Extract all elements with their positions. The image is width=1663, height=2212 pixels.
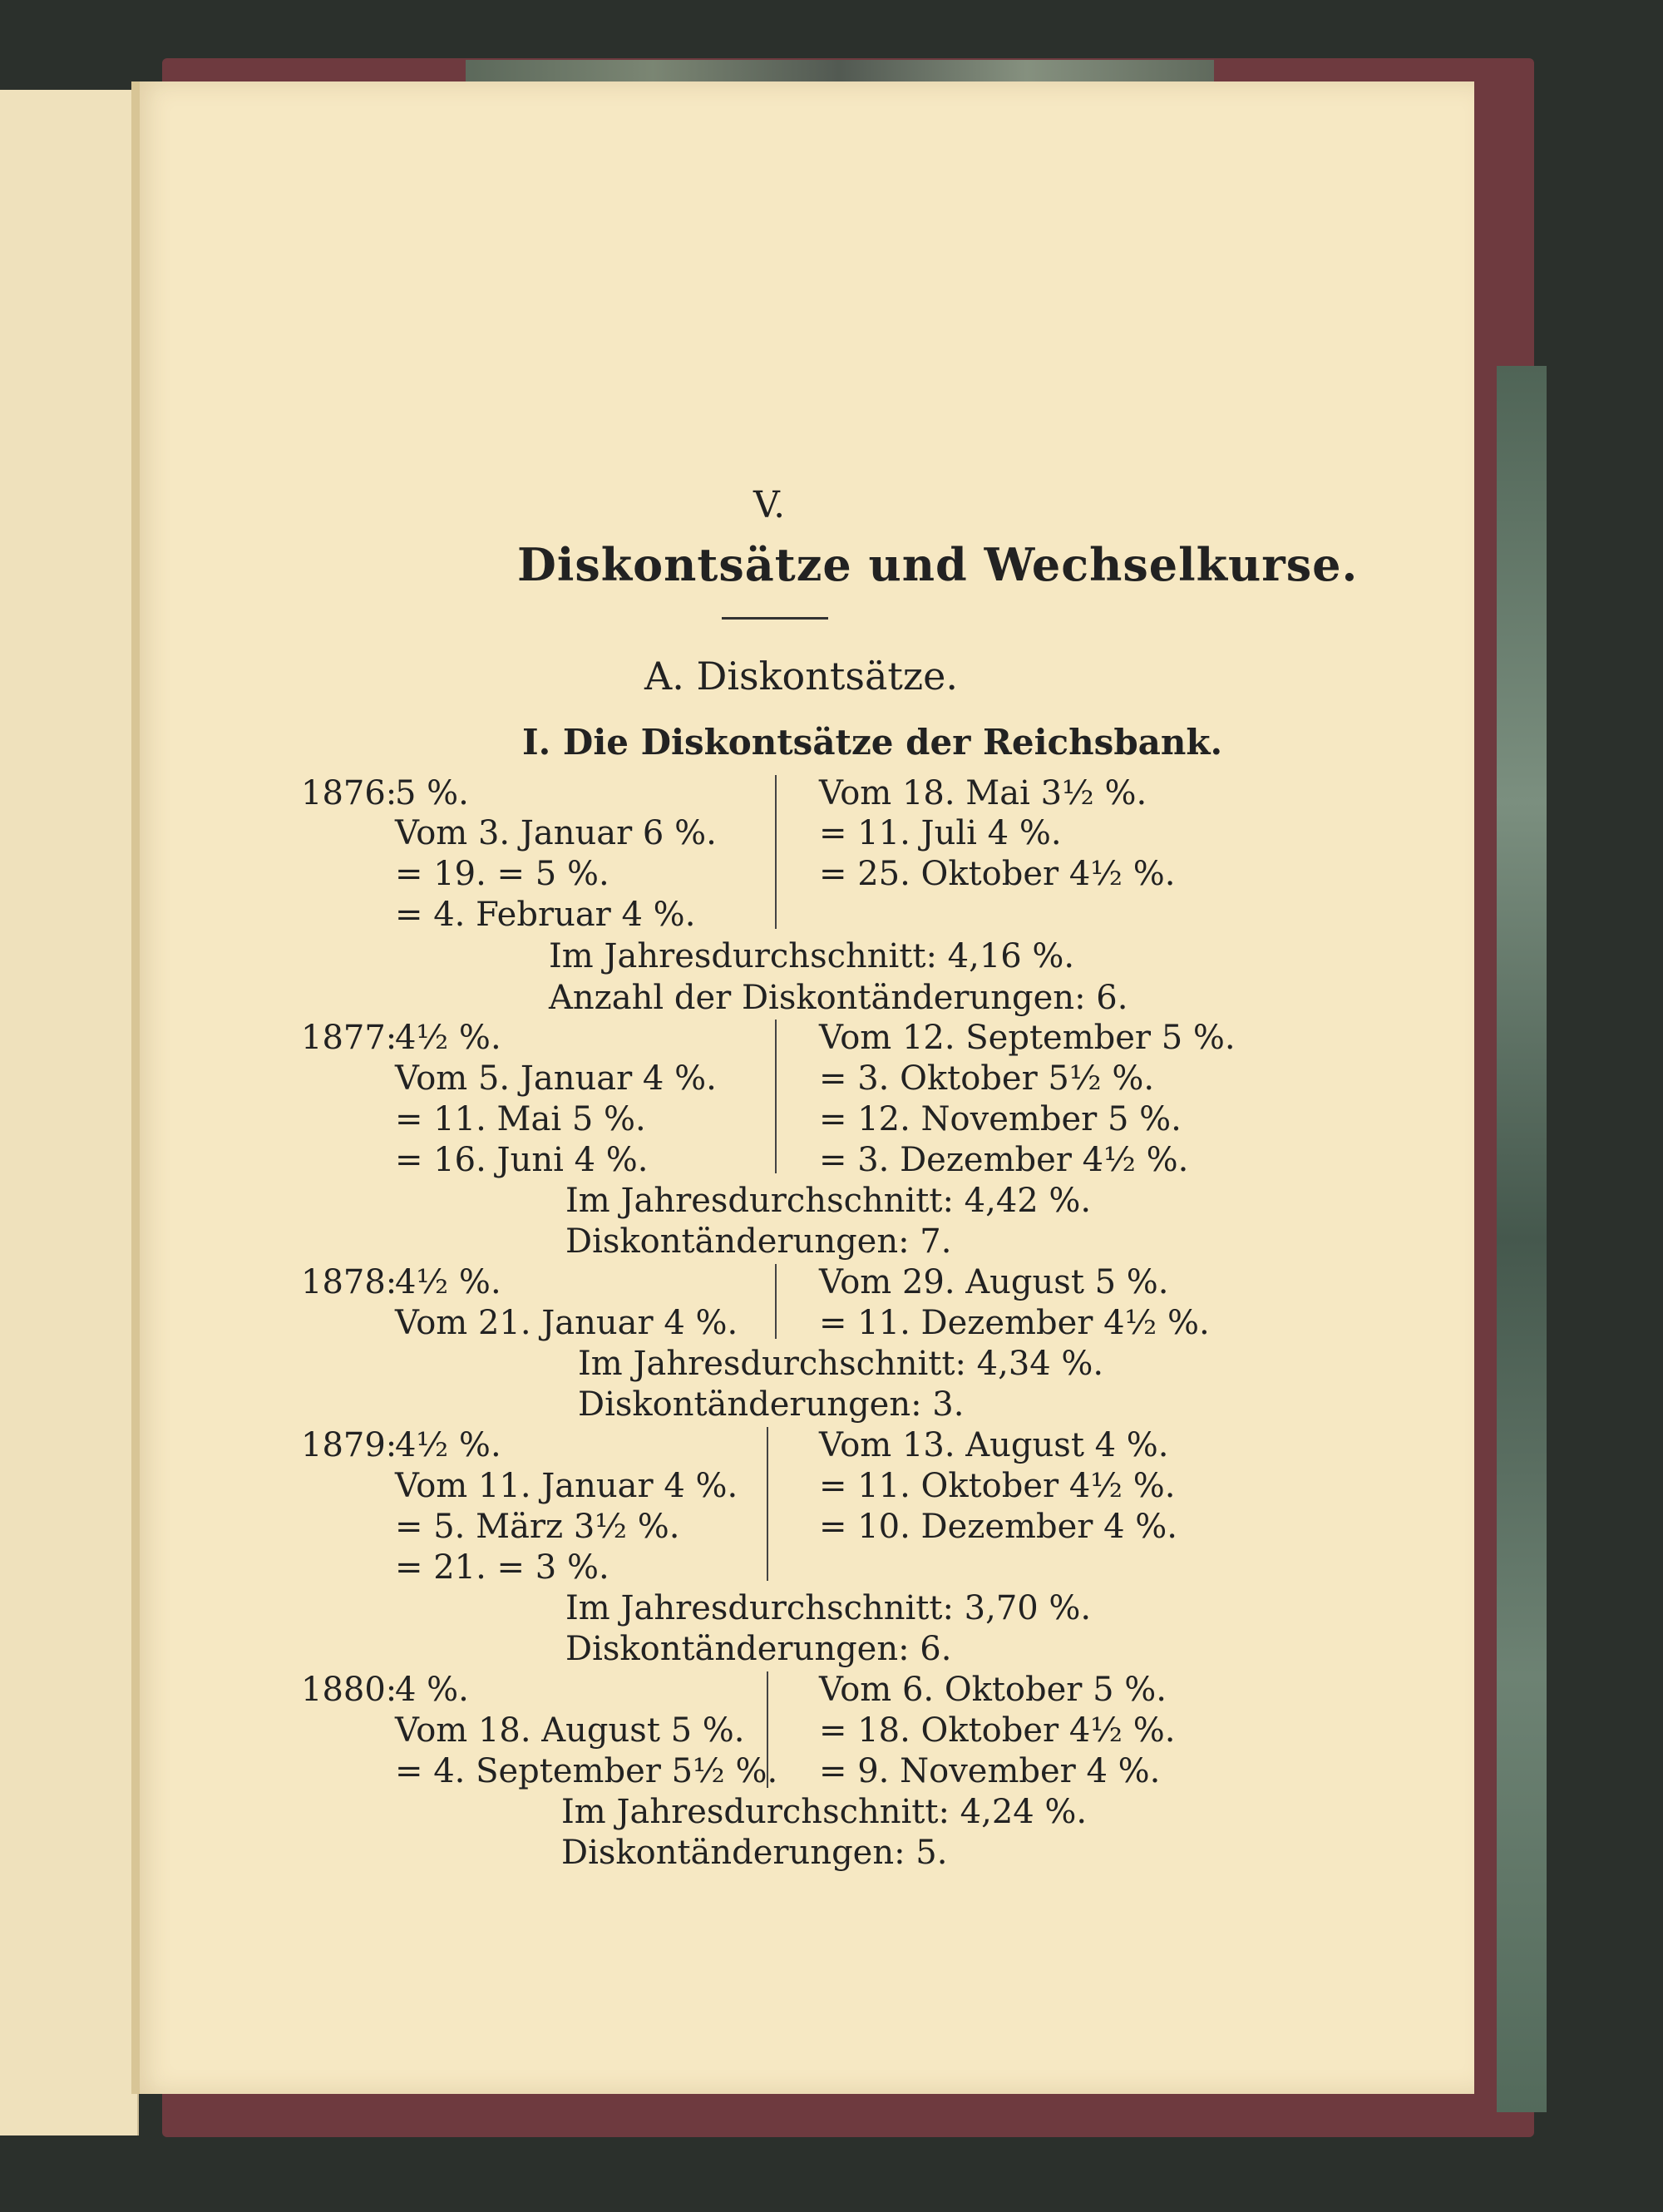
rate-change-right: = 11. Juli 4 %.: [819, 814, 1062, 852]
rate-change-right: Vom 18. Mai 3½ %.: [819, 774, 1147, 812]
chapter-title: Diskontsätze und Wechselkurse.: [517, 538, 1359, 591]
rate-change-right: = 11. Dezember 4½ %.: [819, 1304, 1210, 1342]
rate-change-left: = 21. = 3 %.: [395, 1548, 609, 1587]
column-divider: [767, 1427, 768, 1581]
rate-change-left: Vom 21. Januar 4 %.: [395, 1304, 738, 1342]
annual-average: Im Jahresdurchschnitt: 4,24 %.: [561, 1793, 1088, 1831]
change-count: Diskontänderungen: 3.: [578, 1385, 965, 1424]
rate-change-right: = 9. November 4 %.: [819, 1752, 1161, 1790]
annual-average: Im Jahresdurchschnitt: 4,34 %.: [578, 1345, 1104, 1383]
year-label: 1877:: [301, 1019, 397, 1057]
rate-change-left: Vom 5. Januar 4 %.: [395, 1059, 717, 1098]
year-rate: 4½ %.: [395, 1019, 501, 1057]
year-label: 1879:: [301, 1426, 397, 1464]
rate-change-right: = 18. Oktober 4½ %.: [819, 1711, 1176, 1750]
year-rate: 4½ %.: [395, 1426, 501, 1464]
rate-change-left: = 4. Februar 4 %.: [395, 896, 696, 934]
annual-average: Im Jahresdurchschnitt: 4,16 %.: [549, 937, 1075, 975]
rate-change-left: Vom 18. August 5 %.: [395, 1711, 745, 1750]
rate-change-left: = 4. September 5½ %.: [395, 1752, 778, 1790]
change-count: Anzahl der Diskontänderungen: 6.: [549, 979, 1128, 1017]
rate-change-left: = 5. März 3½ %.: [395, 1508, 680, 1546]
rate-change-right: = 25. Oktober 4½ %.: [819, 855, 1176, 893]
rate-change-left: = 19. = 5 %.: [395, 855, 609, 893]
rate-change-right: Vom 6. Oktober 5 %.: [819, 1671, 1167, 1709]
year-rate: 4 %.: [395, 1671, 469, 1709]
year-label: 1876:: [301, 774, 397, 812]
column-divider: [775, 1020, 777, 1173]
rate-change-right: = 10. Dezember 4 %.: [819, 1508, 1177, 1546]
rate-change-left: Vom 11. Januar 4 %.: [395, 1467, 738, 1505]
title-rule: [722, 617, 828, 620]
page-gutter: [131, 81, 140, 2094]
year-rate: 4½ %.: [395, 1263, 501, 1301]
rate-change-left: = 16. Juni 4 %.: [395, 1141, 649, 1179]
rate-change-left: Vom 3. Januar 6 %.: [395, 814, 717, 852]
year-rate: 5 %.: [395, 774, 469, 812]
change-count: Diskontänderungen: 6.: [565, 1630, 952, 1668]
year-label: 1880:: [301, 1671, 397, 1709]
change-count: Diskontänderungen: 5.: [561, 1834, 948, 1872]
rate-change-right: Vom 13. August 4 %.: [819, 1426, 1169, 1464]
column-divider: [775, 775, 777, 929]
right-page: [131, 81, 1474, 2094]
rate-change-right: = 11. Oktober 4½ %.: [819, 1467, 1176, 1505]
rate-change-right: Vom 12. September 5 %.: [819, 1019, 1236, 1057]
annual-average: Im Jahresdurchschnitt: 4,42 %.: [565, 1182, 1092, 1220]
marbled-edge-right: [1497, 366, 1547, 2112]
subsection-title: A. Diskontsätze.: [644, 654, 958, 699]
rate-change-right: = 12. November 5 %.: [819, 1100, 1182, 1138]
rate-change-right: Vom 29. August 5 %.: [819, 1263, 1169, 1301]
left-page: [0, 90, 139, 2135]
chapter-number: V.: [753, 484, 786, 526]
rate-change-left: = 11. Mai 5 %.: [395, 1100, 646, 1138]
change-count: Diskontänderungen: 7.: [565, 1222, 952, 1261]
rate-change-right: = 3. Oktober 5½ %.: [819, 1059, 1155, 1098]
rate-change-right: = 3. Dezember 4½ %.: [819, 1141, 1189, 1179]
year-label: 1878:: [301, 1263, 397, 1301]
column-divider: [775, 1264, 777, 1339]
section-title: I. Die Diskontsätze der Reichsbank.: [522, 722, 1223, 763]
annual-average: Im Jahresdurchschnitt: 3,70 %.: [565, 1589, 1092, 1627]
